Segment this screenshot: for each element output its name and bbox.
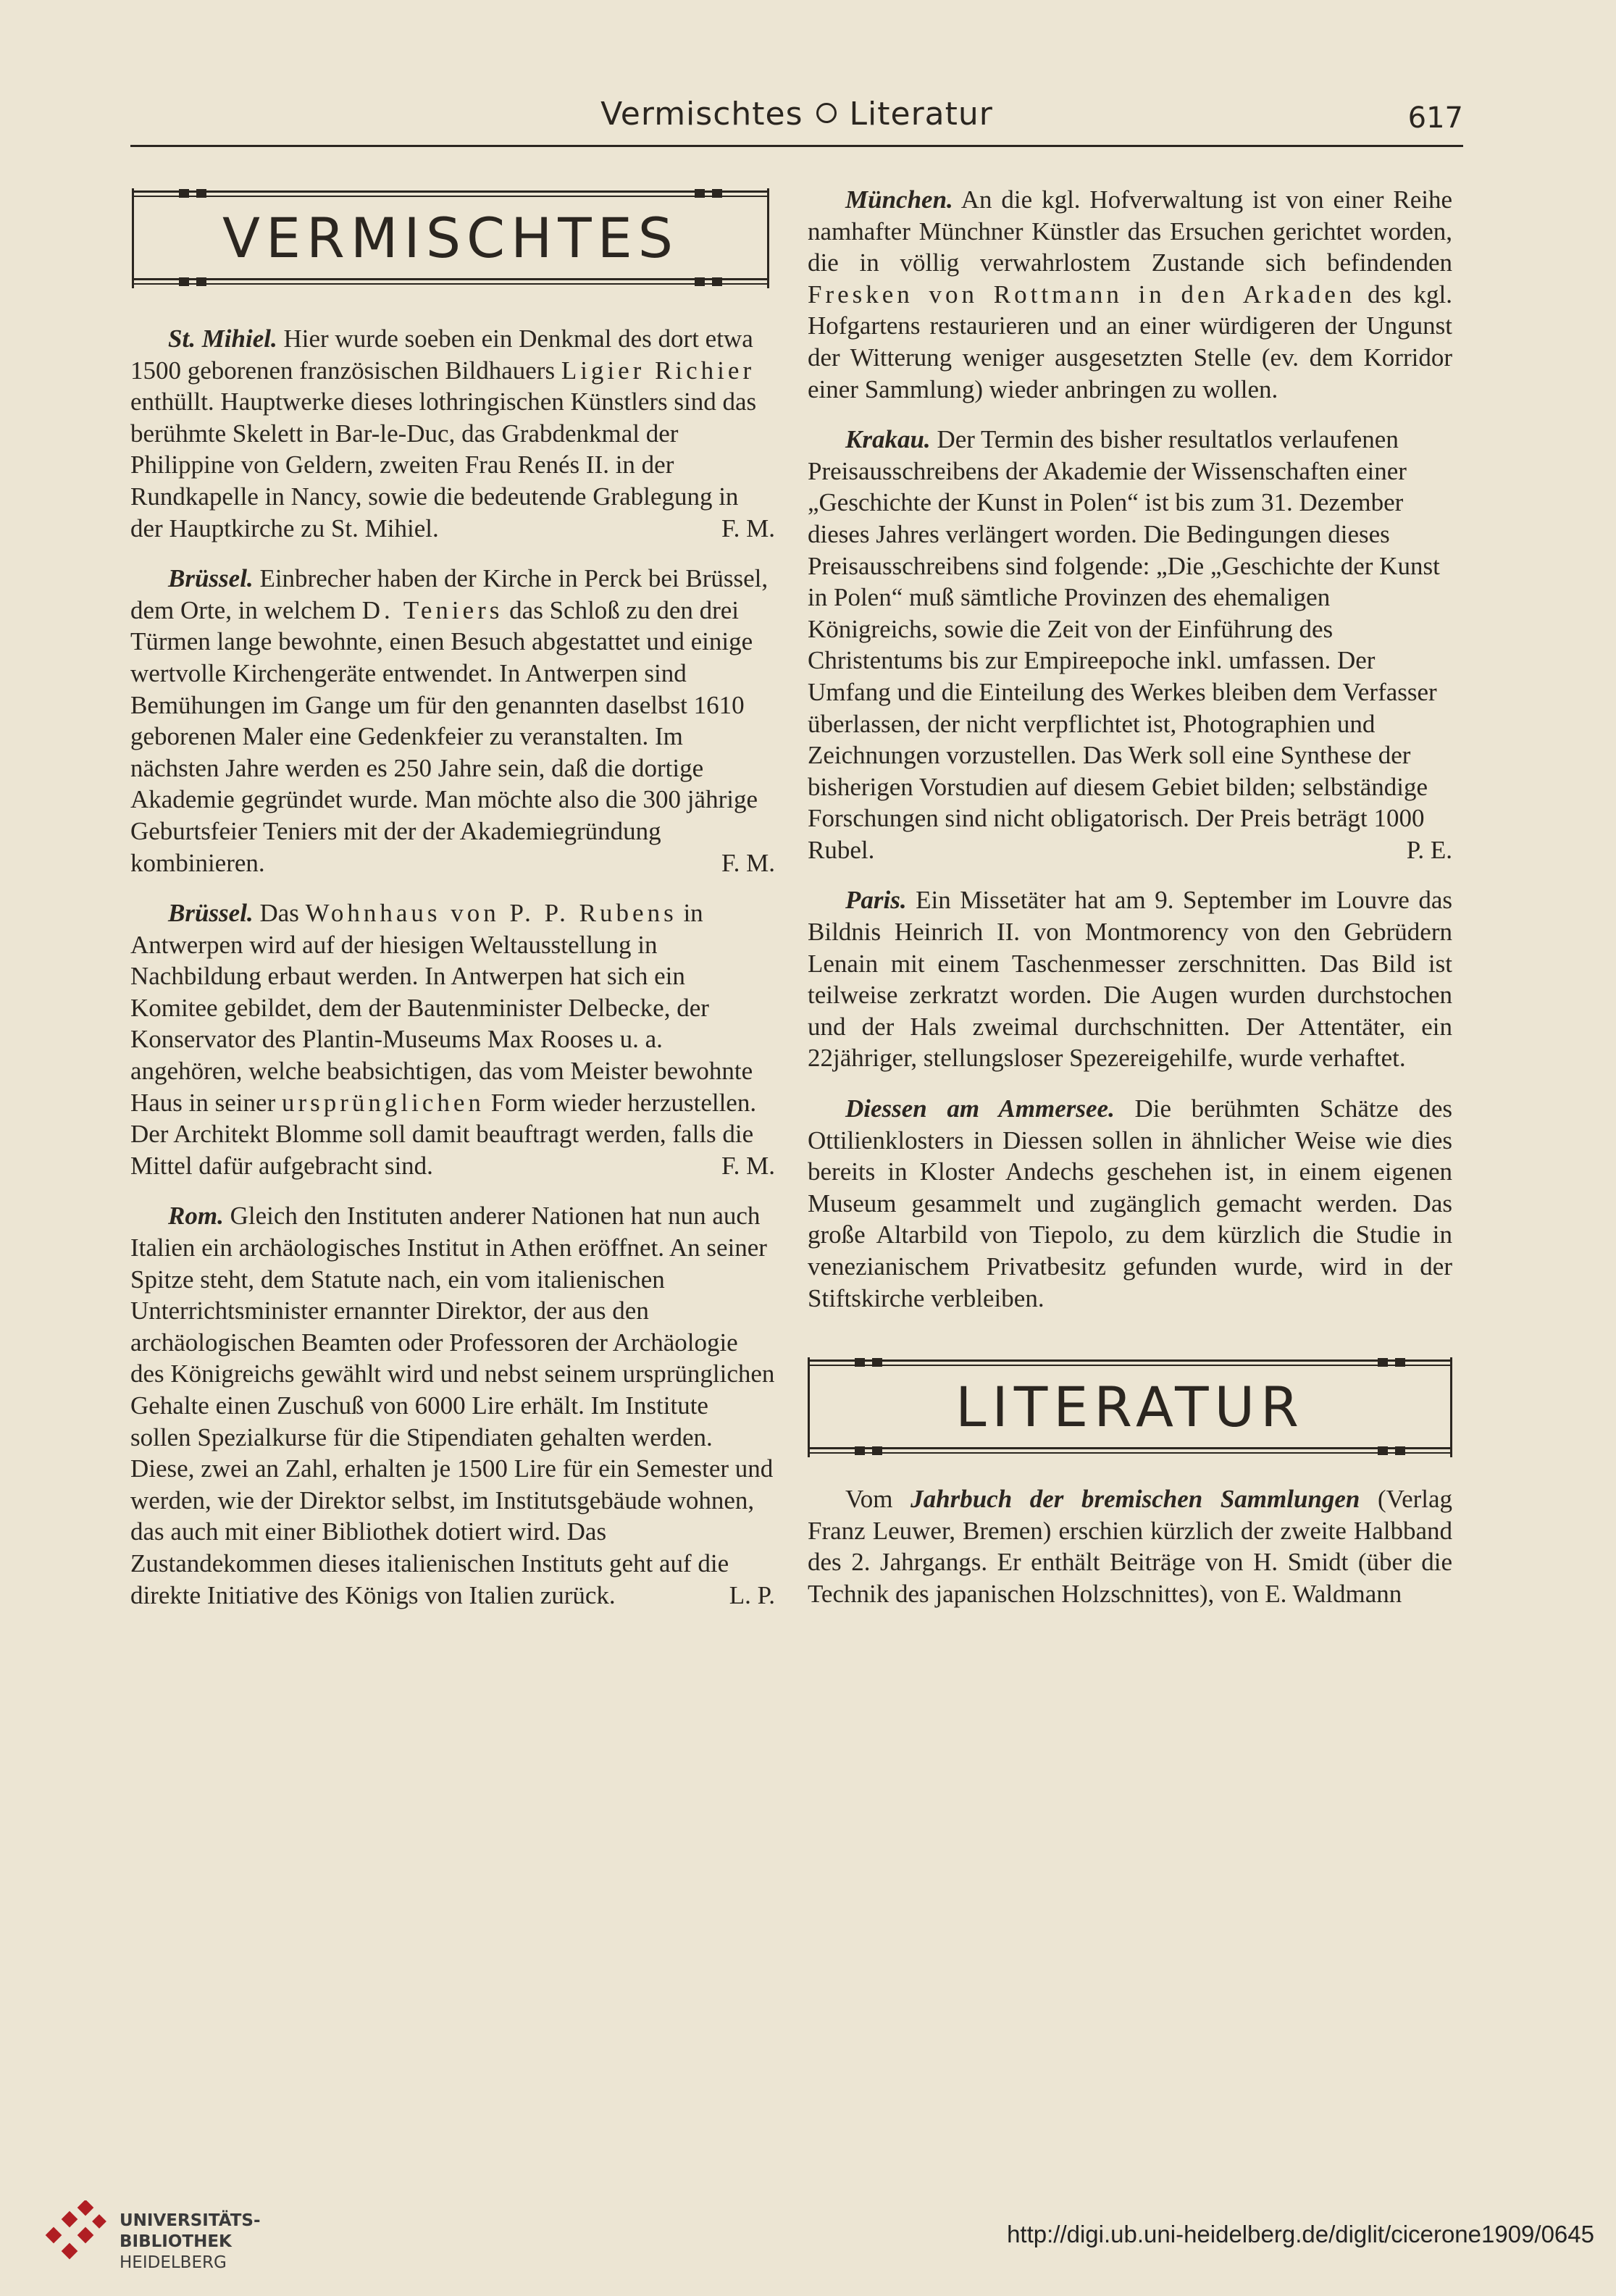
article-text: (Verlag Franz Leuwer, Bremen) erschien kürzlich der zweite Halbband des 2. Jahrgangs. Er enthält Beiträge von H. Smidt (über die Technik des japanischen Holzschnittes), von E. Waldmann bbox=[808, 1485, 1453, 1608]
heading-frame bbox=[132, 188, 769, 288]
heading-top-rule bbox=[810, 1357, 1450, 1369]
article-krakau bbox=[808, 424, 1452, 866]
library-line-1: UNIVERSITÄTS- bbox=[120, 2211, 261, 2230]
heading-bottom-rule bbox=[810, 1446, 1450, 1457]
article-text: das Schloß zu den drei Türmen lange bewohnte, einen Besuch abgestattet und einige wertvolle Kirchengeräte entwendet. In Antwerpen sind Bemühungen im Gange um für den genannten daselbst 1610 geborenen Maler eine Gedenkfeier zu veranstalten. Im nächsten Jahre werden es 250 Jahre sein, daß die dortige Akademie gegründet wurde. Man möchte also die 300 jährige Geburtsfeier Teniers mit der der Akademiegründung kombinieren. bbox=[130, 595, 758, 877]
spaced-name: Wohnhaus von P. P. Rubens bbox=[305, 899, 677, 928]
running-title-left: Vermischtes bbox=[600, 96, 803, 133]
spaced-word: ursprünglichen bbox=[281, 1088, 485, 1117]
running-title bbox=[130, 96, 1463, 133]
article-st-mihiel bbox=[130, 323, 775, 544]
article-paris bbox=[808, 884, 1452, 1074]
article-text: Das bbox=[259, 899, 299, 928]
article-muenchen bbox=[808, 184, 1452, 405]
heading-frame bbox=[808, 1357, 1452, 1457]
article-text: in Antwerpen wird auf der hiesigen Weltausstellung in Nachbildung erbaut werden. In Antwerpen hat sich ein Komitee gebildet, dem der Bautenminister Delbecke, der Konservator des Plantin-Museums Max Rooses u. a. angehören, welche beabsichtigen, das vom Meister bewohnte Haus in seiner bbox=[130, 899, 753, 1117]
page-header bbox=[130, 85, 1463, 151]
article-lead: Paris. bbox=[845, 886, 907, 915]
article-literatur bbox=[808, 1483, 1452, 1609]
heading-top-rule bbox=[134, 188, 767, 200]
header-rule bbox=[130, 145, 1463, 147]
article-signature: F. M. bbox=[721, 848, 775, 877]
article-rom bbox=[130, 1200, 775, 1611]
article-text: Einbrecher haben der Kirche in Perck bei Brüssel, dem Orte, in welchem bbox=[130, 564, 769, 624]
library-line-3: HEIDELBERG bbox=[120, 2253, 227, 2272]
article-lead: Diessen am Ammersee. bbox=[845, 1094, 1115, 1123]
article-text: Gleich den Instituten anderer Nationen hat nun auch Italien ein archäologisches Institut in Athen eröffnet. An seiner Spitze steht, dem Statute nach, ein vom italienischen Unterrichtsminister ernannter Direktor, der aus den archäologischen Beamten oder Professoren der Archäologie des Königreichs gewählt wird und nebst seinem ursprünglichen Gehalte einen Zuschuß von 6000 Lire erhält. Im Institute sollen Spezialkurse für die Stipendiaten gehalten werden. Diese, zwei an Zahl, erhalten je 1500 Lire für ein Semester und werden, wie der Direktor selbst, im Institutsgebäude wohnen, das auch mit einer Bibliothek dotiert wird. Das Zustandekommen dieses italienischen Instituts geht auf die direkte Initiative des Königs von Italien zurück. bbox=[130, 1202, 775, 1609]
article-text: An die kgl. Hofverwaltung ist von einer Reihe namhafter Münchner Künstler das Ersuchen gerichtet worden, die in völlig verwahrlostem Zustande sich befindenden bbox=[808, 185, 1452, 277]
article-text: Ein Missetäter hat am 9. September im Louvre das Bildnis Heinrich II. von Montmorency von den Gebrüdern Lenain mit einem Taschenmesser zerschnitten. Das Bild ist teilweise zerkratzt worden. Die Augen wurden durchstochen und der Hals zweimal durchschnitten. Der Attentäter, ein 22jähriger, stellungsloser Spezereigehilfe, wurde verhaftet. bbox=[808, 886, 1452, 1073]
article-signature: F. M. bbox=[721, 1151, 775, 1180]
article-lead: München. bbox=[845, 185, 953, 214]
article-signature: F. M. bbox=[721, 514, 775, 542]
article-text: Der Termin des bisher resultatlos verlaufenen Preisausschreibens der Akademie der Wissenschaften einer „Geschichte der Kunst in Polen“ ist bis zum 31. Dezember dieses Jahres verlängert worden. Die Bedingungen dieses Preisausschreibens sind folgende: „Die „Geschichte der Kunst in Polen“ muß sämtliche Provinzen des ehemaligen Königreichs, sowie die Zeit von der Einführung des Christentums bis zur Empireepoche inkl. umfassen. Der Umfang und die Einteilung des Werkes bleiben dem Verfasser überlassen, der nicht verpflichtet ist, Photographien und Zeichnungen vorzustellen. Das Werk soll eine Synthese der bisherigen Vorstudien auf diesem Gebiet bilden; selbständige Forschungen sind nicht obligatorisch. Der Preis beträgt 1000 Rubel. bbox=[808, 425, 1440, 864]
article-text: Form wieder herzustellen. Der Architekt Blomme soll damit beauftragt werden, falls die Mittel dafür aufgebracht sind. bbox=[130, 1088, 757, 1180]
section-title: LITERATUR bbox=[955, 1375, 1305, 1440]
spaced-name: D. Teniers bbox=[361, 595, 503, 624]
article-text: Hier wurde soeben ein Denkmal des dort etwa 1500 geborenen französischen Bildhauers bbox=[130, 324, 753, 385]
spaced-name: Fresken von Rottmann in den Arkaden bbox=[808, 280, 1356, 309]
footer bbox=[0, 2195, 1616, 2296]
article-bruessel-1 bbox=[130, 563, 775, 879]
page-number: 617 bbox=[1407, 101, 1463, 135]
literatur-heading bbox=[808, 1357, 1452, 1457]
section-title: VERMISCHTES bbox=[222, 206, 679, 270]
library-logo-icon bbox=[43, 2200, 109, 2266]
article-text: Die berühmten Schätze des Ottilienklosters in Diessen sollen in ähnlicher Weise wie dies bereits in Kloster Andechs geschehen ist, in einem eigenen Museum gesammelt und zugänglich gemacht werden. Das große Altarbild von Tiepolo, zu dem kürzlich die Studie in venezianischem Privatbesitz gefunden wurde, wird in der Stiftskirche verbleiben. bbox=[808, 1094, 1452, 1312]
article-text: Vom bbox=[845, 1485, 893, 1514]
book-title: Jahrbuch der bremischen Sammlungen bbox=[910, 1485, 1360, 1514]
article-bruessel-2 bbox=[130, 897, 775, 1181]
heading-bottom-rule bbox=[134, 277, 767, 288]
article-lead: St. Mihiel. bbox=[168, 324, 277, 353]
article-text: des kgl. Hofgartens restaurieren und an einer würdigeren der Ungunst der Witterung weniger ausgesetzten Stelle (ev. dem Korridor einer Sammlung) wieder anbringen zu wollen. bbox=[808, 280, 1452, 403]
right-column bbox=[808, 185, 1453, 1610]
article-signature: L. P. bbox=[729, 1580, 775, 1609]
article-diessen bbox=[808, 1093, 1452, 1314]
ornament-icon bbox=[816, 103, 837, 123]
article-lead: Rom. bbox=[168, 1202, 224, 1231]
article-lead: Krakau. bbox=[845, 425, 931, 454]
article-text: enthüllt. Hauptwerke dieses lothringischen Künstlers sind das berühmte Skelett in Bar-le-Duc, das Grabdenkmal der Philippine von Geldern, zweiten Frau Renés II. in der Rundkapelle in Nancy, sowie die bedeutende Grablegung in der Hauptkirche zu St. Mihiel. bbox=[130, 387, 757, 542]
article-lead: Brüssel. bbox=[168, 899, 254, 928]
library-line-2: BIBLIOTHEK bbox=[120, 2232, 232, 2251]
article-signature: P. E. bbox=[1406, 835, 1452, 864]
article-lead: Brüssel. bbox=[168, 564, 254, 593]
running-title-right: Literatur bbox=[849, 96, 993, 133]
spaced-name: Ligier Richier bbox=[561, 356, 755, 385]
left-column bbox=[130, 188, 775, 1611]
vermischtes-heading bbox=[132, 188, 769, 288]
library-name bbox=[120, 2211, 261, 2274]
source-url-link[interactable]: http://digi.ub.uni-heidelberg.de/diglit/cicerone1909/0645 bbox=[1007, 2221, 1594, 2247]
